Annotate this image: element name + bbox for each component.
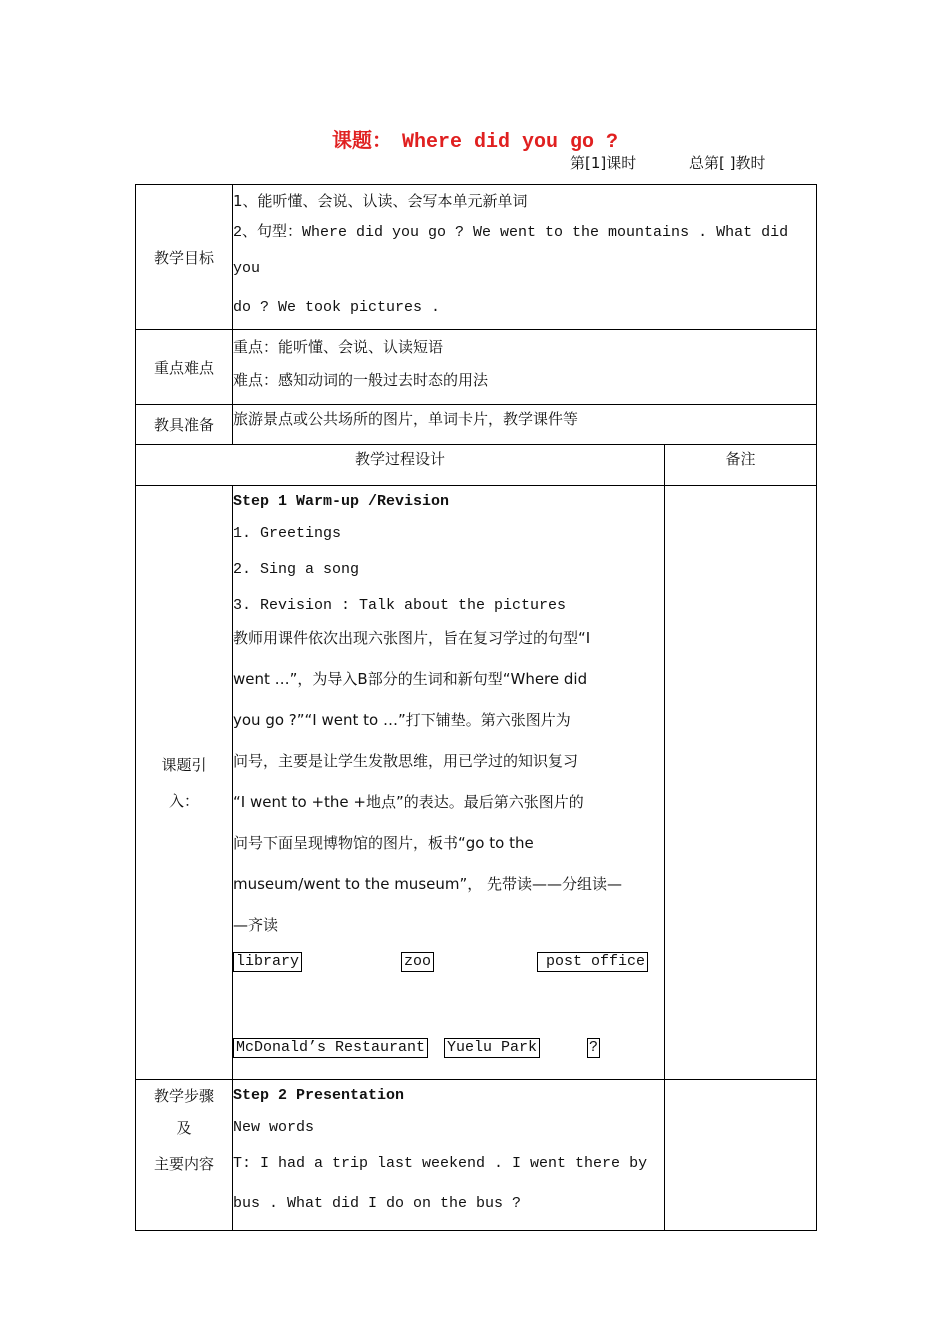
- intro-row: [136, 486, 817, 1080]
- notes-header: 备注: [665, 445, 817, 486]
- steps-label-line-3: 主要内容: [153, 1155, 214, 1173]
- question-card: ?: [589, 1039, 599, 1056]
- steps-line: New words: [233, 1119, 315, 1136]
- lesson-title: [0, 124, 950, 154]
- title-text: Where did you go ?: [401, 131, 619, 154]
- objectives-row: [136, 185, 817, 330]
- word-card-row-1: [233, 946, 664, 976]
- objectives-label: 教学目标: [136, 185, 233, 330]
- objective-line-2a: 2、句型：Where did you go ? We went to the mountains . What did you: [233, 224, 789, 277]
- intro-label-line-2: 入：: [168, 791, 199, 810]
- intro-item: 2. Sing a song: [233, 561, 360, 578]
- key-points-label: 重点难点: [136, 330, 233, 405]
- materials-row: [136, 405, 817, 445]
- steps-label: [136, 1080, 233, 1231]
- steps-line: bus . What did I do on the bus ?: [233, 1195, 522, 1212]
- word-card: McDonald’s Restaurant: [233, 1038, 428, 1058]
- materials-text: 旅游景点或公共场所的图片，单词卡片，教学课件等: [233, 405, 817, 445]
- steps-label-line-2: 及: [176, 1119, 192, 1137]
- intro-label-line-1: 课题引: [161, 755, 207, 774]
- paragraph-line: went …”，为导入B部分的生词和新句型“Where did: [233, 670, 588, 688]
- intro-paragraph: [233, 618, 664, 946]
- objective-line-2b: do ? We took pictures .: [233, 299, 441, 316]
- lesson-plan-table: [135, 184, 817, 1231]
- materials-label: 教具准备: [136, 405, 233, 445]
- period-info: [570, 152, 766, 173]
- difficulty-line: 难点：感知动词的一般过去时态的用法: [233, 371, 489, 389]
- intro-label: [136, 486, 233, 1080]
- paragraph-line: “I went to +the +地点”的表达。最后第六张图片的: [233, 793, 584, 811]
- lesson-number: 第[1]课时: [570, 154, 637, 172]
- intro-item: 3. Revision : Talk about the pictures: [233, 597, 567, 614]
- paragraph-line: 教师用课件依次出现六张图片，旨在复习学过的句型“I: [233, 629, 591, 647]
- intro-item: 1. Greetings: [233, 525, 342, 542]
- step-2-heading: Step 2 Presentation: [233, 1087, 405, 1104]
- word-card-row-2: [233, 1032, 664, 1062]
- title-prefix: 课题：: [331, 128, 392, 152]
- key-point-line: 重点：能听懂、会说、认读短语: [233, 338, 444, 356]
- paragraph-line: museum/went to the museum”， 先带读——分组读—: [233, 875, 623, 893]
- word-card: post office: [537, 952, 648, 972]
- key-points-row: [136, 330, 817, 405]
- word-card: Yuelu Park: [444, 1038, 540, 1058]
- paragraph-line: 问号下面呈现博物馆的图片，板书“go to the: [233, 834, 534, 852]
- word-card: library: [233, 952, 302, 972]
- paragraph-line: —齐读: [233, 916, 279, 934]
- process-header-row: [136, 445, 817, 486]
- paragraph-line: 问号，主要是让学生发散思维，用已学过的知识复习: [233, 752, 579, 770]
- objective-line-1: 1、能听懂、会说、认读、会写本单元新单词: [233, 192, 528, 210]
- steps-notes-cell: [665, 1080, 817, 1231]
- process-design-header: 教学过程设计: [136, 445, 665, 486]
- paragraph-line: you go ?”“I went to …”打下铺垫。第六张图片为: [233, 711, 571, 729]
- steps-row: [136, 1080, 817, 1231]
- steps-line: T: I had a trip last weekend . I went there by: [233, 1155, 648, 1172]
- total-lesson-number: 总第[ ]教时: [689, 154, 766, 172]
- intro-notes-cell: [665, 486, 817, 1080]
- step-1-heading: Step 1 Warm-up /Revision: [233, 493, 450, 510]
- word-card: zoo: [401, 952, 434, 972]
- steps-label-line-1: 教学步骤: [153, 1087, 214, 1105]
